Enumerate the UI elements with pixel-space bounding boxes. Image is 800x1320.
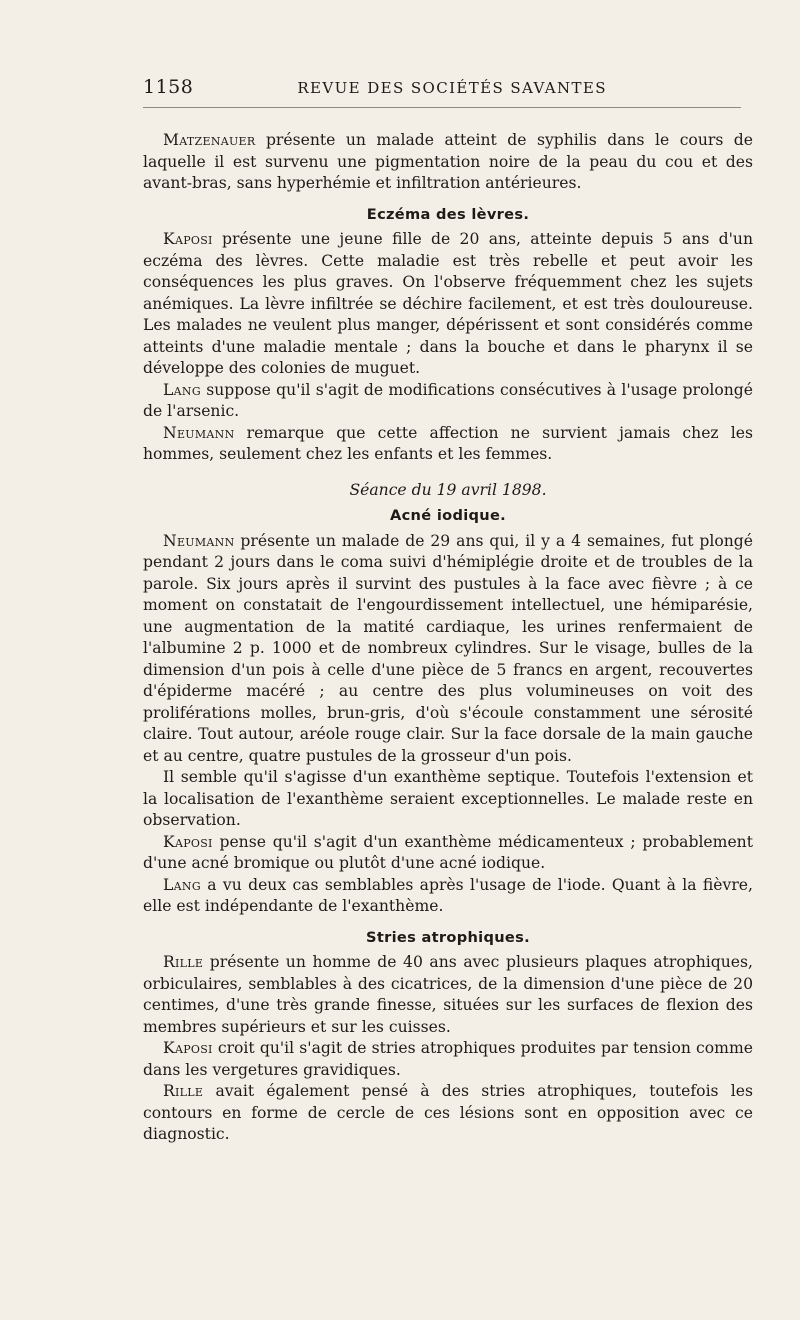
- paragraph-text: croit qu'il s'agit de stries atrophiques produites par tension comme dans les vergetures gravidiques.: [143, 1039, 753, 1079]
- paragraph-text: présente une jeune fille de 20 ans, atteinte depuis 5 ans d'un eczéma des lèvres. Cette maladie est très rebelle et peut avoir les conséquences les plus graves. On l'observe fréquemment chez les sujets anémiques. La lèvre infiltrée se déchire facilement, et est très douloureuse. Les malades ne veulent plus manger, dépérissent et sont considérés comme atteints d'une maladie mentale ; dans la bouche et dans le pharynx il se développe des colonies de muguet.: [143, 230, 753, 377]
- author-name: Kaposi: [163, 832, 213, 851]
- paragraph: [143, 229, 753, 380]
- author-name: Kaposi: [163, 1039, 213, 1057]
- paragraph-text: remarque que cette affection ne survient jamais chez les hommes, seulement chez les enfants et les femmes.: [143, 423, 753, 463]
- paragraph: [143, 767, 753, 832]
- page-number: 1158: [143, 76, 194, 98]
- section-heading: Acné iodique.: [390, 507, 506, 524]
- author-name: Neumann: [163, 531, 235, 550]
- paragraph: [143, 875, 753, 918]
- article-body: [143, 130, 753, 1146]
- author-name: Matzenauer: [163, 131, 256, 149]
- paragraph-text: pense qu'il s'agit d'un exanthème médicamenteux ; probablement d'une acné bromique ou plutôt d'une acné iodique.: [143, 832, 753, 872]
- header-rule: [143, 107, 741, 108]
- author-name: Kaposi: [163, 230, 213, 248]
- paragraph-text: Il semble qu'il s'agisse d'un exanthème septique. Toutefois l'extension et la localisation de l'exanthème seraient exceptionnelles. Le malade reste en observation.: [143, 768, 753, 829]
- paragraph: [143, 423, 753, 466]
- paragraph-text: suppose qu'il s'agit de modifications consécutives à l'usage prolongé de l'arsenic.: [143, 380, 753, 420]
- author-name: Rille: [163, 953, 204, 971]
- paragraph: [143, 531, 753, 768]
- page-header: [143, 76, 753, 98]
- paragraph: [143, 832, 753, 875]
- paragraph-text: a vu deux cas semblables après l'usage de l'iode. Quant à la fièvre, elle est indépendante de l'exanthème.: [143, 875, 753, 915]
- section-heading: Stries atrophiques.: [366, 928, 530, 946]
- paragraph-text: présente un malade de 29 ans qui, il y a 4 semaines, fut plongé pendant 2 jours dans le coma suivi d'hémiplégie droite et de troubles de la parole. Six jours après il survint des pustules à la face avec fièvre ; à ce moment on constatait de l'engourdissement intellectuel, une hémiparésie, une augmentation de la matité cardiaque, les urines renfermaient de l'albumine 2 p. 1000 et de nombreux cylindres. Sur le visage, bulles de la dimension d'un pois à celle d'une pièce de 5 francs en argent, recouvertes d'épiderme macéré ; au centre des plus volumineuses on voit des proliférations molles, brun-gris, d'où s'écoule constamment une sérosité claire. Tout autour, aréole rouge clair. Sur la face dorsale de la main gauche et au centre, quatre pustules de la grosseur d'un pois.: [143, 531, 753, 765]
- paragraph: [143, 952, 753, 1038]
- author-name: Lang: [163, 875, 201, 894]
- section-heading: Eczéma des lèvres.: [366, 205, 530, 223]
- paragraph: [143, 1038, 753, 1081]
- paragraph: [143, 380, 753, 423]
- paragraph: [143, 130, 753, 195]
- author-name: Neumann: [163, 423, 235, 442]
- paragraph-text: présente un malade atteint de syphilis dans le cours de laquelle il est survenu une pigmentation noire de la peau du cou et des avant-bras, sans hyperhémie et infiltration antérieures.: [143, 131, 753, 192]
- paragraph-text: avait également pensé à des stries atrophiques, toutefois les contours en forme de cercle de ces lésions sont en opposition avec ce diagnostic.: [143, 1082, 753, 1143]
- author-name: Rille: [163, 1082, 204, 1100]
- session-date: Séance du 19 avril 1898.: [349, 480, 547, 499]
- running-title: REVUE DES SOCIÉTÉS SAVANTES: [297, 79, 607, 97]
- paragraph-text: présente un homme de 40 ans avec plusieurs plaques atrophiques, orbiculaires, semblables à des cicatrices, de la dimension d'une pièce de 20 centimes, d'une très grande finesse, situées sur les surfaces de flexion des membres supérieurs et sur les cuisses.: [143, 953, 753, 1036]
- author-name: Lang: [163, 380, 201, 399]
- paragraph: [143, 1081, 753, 1146]
